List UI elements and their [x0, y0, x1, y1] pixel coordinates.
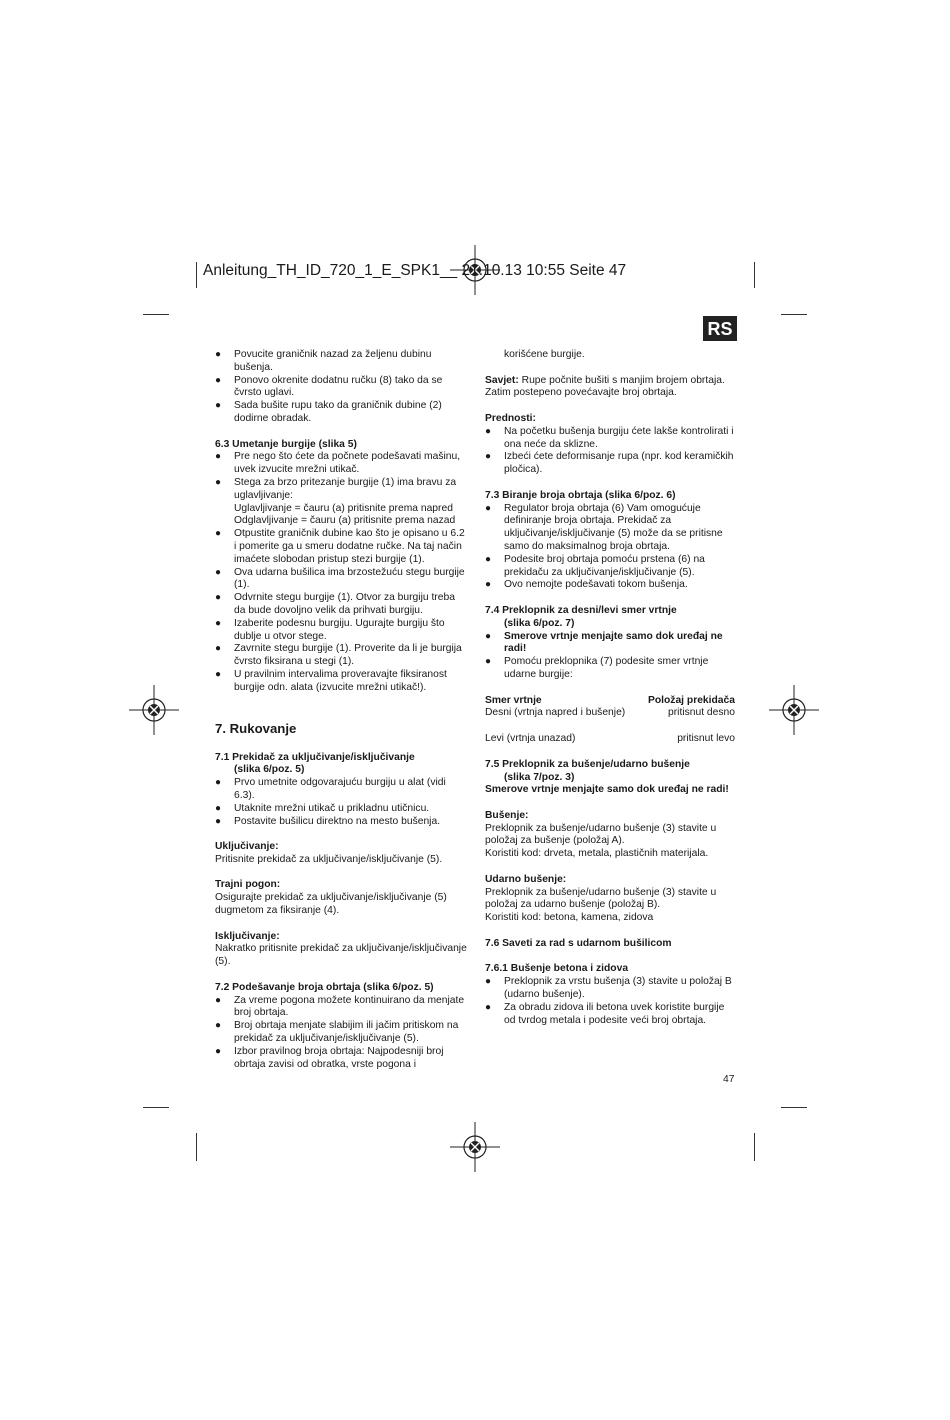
list-item: ● Ovo nemojte podešavati tokom bušenja. [485, 579, 735, 592]
left-column [215, 349, 467, 1071]
list-item: ● Izbor pravilnog broja obrtaja: Najpodesniji broj obrtaja zavisi od obratka, vrste pogona i [215, 1046, 467, 1072]
page-number: 47 [723, 1074, 735, 1085]
crop-mark [143, 314, 169, 315]
table-header-row [485, 695, 735, 708]
section-heading-cont: (slika 7/poz. 3) [504, 771, 575, 783]
list-subline: Uglavljivanje = čauru (a) pritisnite prema napred [234, 502, 453, 514]
table-header-cell: Smer vrtnje [485, 694, 542, 706]
section-heading-cont: (slika 6/poz. 7) [504, 617, 575, 629]
paragraph: Nakratko pritisnite prekidač za uključivanje/isključivanje (5). [215, 943, 467, 968]
list-item: ● Utaknite mrežni utikač u prikladnu utičnicu. [215, 803, 467, 816]
chapter-heading: 7. Rukovanje [215, 720, 297, 736]
subheading: Trajni pogon: [215, 879, 281, 891]
crop-mark [781, 314, 807, 315]
paragraph: Pritisnite prekidač za uključivanje/isključivanje (5). [215, 853, 443, 865]
crop-mark [196, 1133, 197, 1161]
table-row [485, 707, 735, 720]
section-heading: 6.3 Umetanje burgije (slika 5) [215, 438, 357, 450]
subheading: Uključivanje: [215, 841, 279, 853]
table-cell: pritisnut levo [677, 733, 735, 745]
table-header-cell: Položaj prekidača [648, 694, 735, 706]
table-cell: pritisnut desno [668, 707, 735, 719]
crop-mark [754, 262, 755, 288]
list-item: ● Na početku bušenja burgiju ćete lakše kontrolirati i ona neće da sklizne. [485, 426, 735, 452]
section-heading: 7.5 Preklopnik za bušenje/udarno bušenje [485, 758, 690, 770]
list-item: ● Prvo umetnite odgovarajuću burgiju u alat (vidi 6.3). [215, 777, 467, 803]
section-heading: 7.6.1 Bušenje betona i zidova [485, 963, 629, 975]
tip-paragraph [485, 375, 735, 401]
print-header: Anleitung_TH_ID_720_1_E_SPK1__ 21.10.13 10:55 Seite 47 [203, 262, 627, 279]
right-column [485, 349, 735, 1027]
list-item: ● Izaberite podesnu burgiju. Ugurajte burgiju što dublje u otvor stege. [215, 618, 467, 644]
list-item: ● Povucite graničnik nazad za željenu dubinu bušenja. [215, 349, 467, 375]
list-item: ● U pravilnim intervalima proveravajte fiksiranost burgije odn. alata (izvucite mrežni utikač!). [215, 669, 467, 695]
list-item: ● Pomoću preklopnika (7) podesite smer vrtnje udarne burgije: [485, 656, 735, 682]
paragraph: Koristiti kod: betona, kamena, zidova [485, 912, 654, 924]
registration-mark-icon [769, 685, 819, 735]
list-item: ● Smerove vrtnje menjajte samo dok uređaj ne radi! [485, 631, 735, 657]
tip-label: Savjet: [485, 374, 519, 386]
tip-text: Rupe počnite bušiti s manjim brojem obrtaja. Zatim postepeno povećavajte broj obrtaja. [485, 374, 725, 399]
language-badge: RS [703, 316, 737, 341]
list-item: ● Regulator broja obrtaja (6) Vam omogućuje definiranje broja obrtaja. Prekidač za uključivanje/isključivanje (5) može da se pritisne samo do maksimalnog broja obrtaja. [485, 503, 735, 554]
section-heading-cont: (slika 6/poz. 5) [234, 764, 305, 776]
list-item: ● Podesite broj obrtaja pomoću prstena (6) na prekidaču za uključivanje/isključivanje (5). [485, 554, 735, 580]
registration-mark-icon [129, 685, 179, 735]
table-cell: Levi (vrtnja unazad) [485, 733, 576, 745]
subheading: Prednosti: [485, 412, 536, 424]
section-heading: 7.1 Prekidač za uključivanje/isključivanje [215, 751, 415, 763]
list-item: ● Postavite bušilicu direktno na mesto bušenja. [215, 816, 467, 829]
crop-mark [754, 1133, 755, 1161]
list-item: ● Za vreme pogona možete kontinuirano da menjate broj obrtaja. [215, 995, 467, 1021]
section-heading: 7.2 Podešavanje broja obrtaja (slika 6/poz. 5) [215, 981, 434, 993]
paragraph: Koristiti kod: drveta, metala, plastičnih materijala. [485, 848, 709, 860]
table-row [485, 733, 735, 746]
subheading: Isključivanje: [215, 930, 280, 942]
paragraph: Osigurajte prekidač za uključivanje/isključivanje (5) dugmetom za fiksiranje (4). [215, 892, 447, 917]
crop-mark [143, 1107, 169, 1108]
registration-mark-icon [450, 1122, 500, 1172]
list-item: ● Izbeći ćete deformisanje rupa (npr. kod keramičkih pločica). [485, 451, 735, 477]
warning-text: Smerove vrtnje menjajte samo dok uređaj ne radi! [485, 784, 729, 796]
list-item: ● Za obradu zidova ili betona uvek koristite burgije od tvrdog metala i podesite veći broj obrtaja. [485, 1002, 735, 1028]
table-cell: Desni (vrtnja napred i bušenje) [485, 707, 626, 719]
section-heading: 7.3 Biranje broja obrtaja (slika 6/poz. 6) [485, 489, 676, 501]
list-item: ● Pre nego što ćete da počnete podešavati mašinu, uvek izvucite mrežni utikač. [215, 451, 467, 477]
list-item: ● Odvrnite stegu burgije (1). Otvor za burgiju treba da bude dovoljno velik da prihvati burgiju. [215, 592, 467, 618]
list-continuation: korišćene burgije. [504, 349, 585, 360]
crop-mark [196, 262, 197, 288]
subheading: Udarno bušenje: [485, 873, 567, 885]
list-item: ● Sada bušite rupu tako da graničnik dubine (2) dodirne obradak. [215, 400, 467, 426]
list-item: ● Stega za brzo pritezanje burgije (1) ima bravu za uglavljivanje: [215, 477, 467, 503]
paragraph: Preklopnik za bušenje/udarno bušenje (3) stavite u položaj za udarno bušenje (položaj B). [485, 886, 717, 911]
list-item: ● Otpustite graničnik dubine kao što je opisano u 6.2 i pomerite ga u smeru dodatne ručke. Na taj način imaćete slobodan pristup stezi burgije (1). [215, 528, 467, 566]
list-item: ● Broj obrtaja menjate slabijim ili jačim pritiskom na prekidač za uključivanje/isključivanje (5). [215, 1020, 467, 1046]
subheading: Bušenje: [485, 809, 529, 821]
list-item: ● Zavrnite stegu burgije (1). Proverite da li je burgija čvrsto fiksirana u stegi (1). [215, 643, 467, 669]
list-item: ● Ponovo okrenite dodatnu ručku (8) tako da se čvrsto uglavi. [215, 375, 467, 401]
list-subline: Odglavljivanje = čauru (a) pritisnite prema nazad [234, 515, 456, 527]
section-heading: 7.4 Preklopnik za desni/levi smer vrtnje [485, 604, 677, 616]
section-heading: 7.6 Saveti za rad s udarnom bušilicom [485, 937, 672, 949]
list-item: ● Preklopnik za vrstu bušenja (3) stavite u položaj B (udarno bušenje). [485, 976, 735, 1002]
crop-mark [781, 1107, 807, 1108]
paragraph: Preklopnik za bušenje/udarno bušenje (3) stavite u položaj za bušenje (položaj A). [485, 822, 717, 847]
list-item: ● Ova udarna bušilica ima brzostežuću stegu burgije (1). [215, 567, 467, 593]
